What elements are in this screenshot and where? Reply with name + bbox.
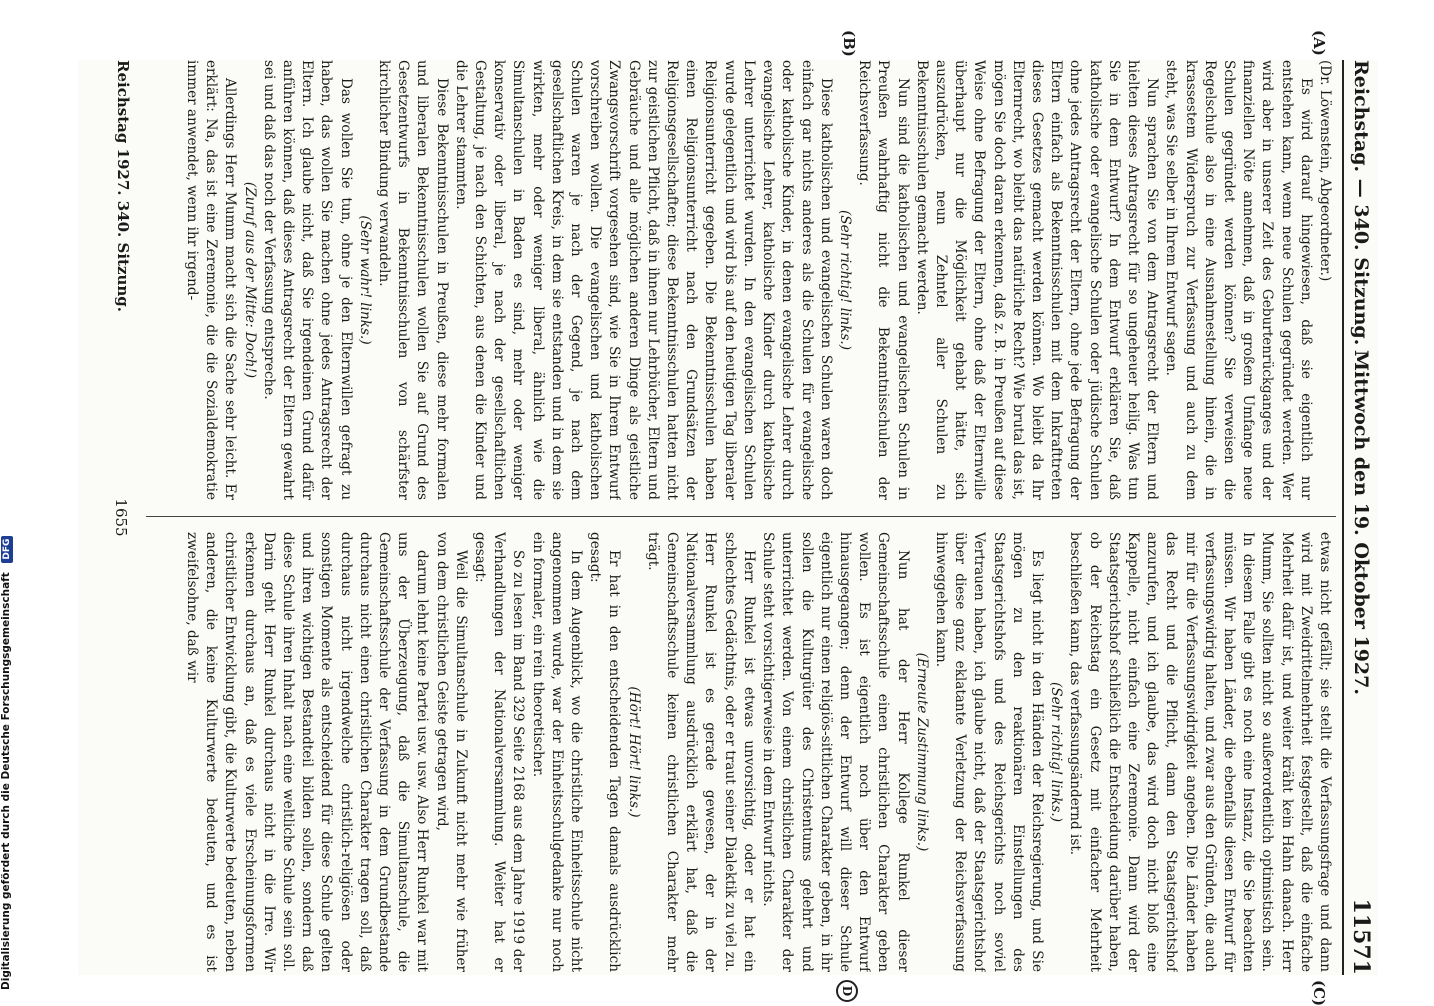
dfg-notice [0,536,13,990]
left-paragraph: Nun sprachen Sie von dem Antragsrecht der Eltern und hielten dieses Antragsrecht für so ungeheuer heilig. Was tun Sie in dem Entwurf? In dem Entwurf erklären Sie, daß katholische oder evangelische Schulen oder jüdische Schulen ohne jedes Antragsrecht der Eltern, ohne jede Befragung der Eltern einfach als Bekenntnisschulen mit dem Inkrafttreten dieses Gesetzes gemacht werden können. Wo bleibt da Ihr Elternrecht, wo bleibt das natürliche Recht? Wie brutal das ist, mögen Sie doch daran erkennen, daß z. B. in Preußen auf diese Weise ohne Befragung der Eltern, ohne daß der Elternwille überhaupt nur die Möglichkeit gehabt hätte, sich auszudrücken, neun Zehntel aller Schulen zu Bekenntnisschulen gemacht werden. [913,60,1161,500]
right-paragraph: Es liegt nicht in den Händen der Reichsregierung, und Sie mögen zu den reaktionären Einstellungen des Staatsgerichtshofs und des Reichsgerichts noch soviel Vertrauen haben, ich glaube nicht, daß der Staatsgerichtshof über diese ganz eklatante Verletzung der Reichsverfassung hinweggehen kann. [932,532,1045,972]
header-session: Reichstag. — 340. Sitzung. [1350,60,1372,346]
footer-session: Reichstag 1927. 340. Sitzung. [114,60,132,312]
right-paragraph: (Hört! Hört! links.) [625,686,642,818]
margin-marker-b: (B) [840,30,858,57]
left-paragraph: Diese Bekenntnisschulen in Preußen, diese mehr formalen und liberalen Bekenntnisschulen wollen Sie auf Grund des Gesetzentwurfs in Bekenntnisschulen von schärfster kirchlicher Bindung verwandeln. [376,60,450,500]
right-column [144,532,1334,972]
left-paragraph: Nun sind die katholischen und evangelischen Schulen in Preußen wahrhaftig nicht die Bekenntnisschulen der Reichsverfassung. [856,60,911,500]
header-date: Mittwoch den 19. Oktober 1927. [1350,350,1372,695]
dfg-logo: DFG [1,536,13,563]
left-paragraph: (Sehr richtig! links.) [836,209,853,351]
margin-marker-d: D [836,980,858,1002]
document-page [78,30,1378,1006]
header-page-number: 11571 [1348,898,1374,975]
left-paragraph: Das wollen Sie tun, ohne je den Elternwillen gefragt zu haben, das wollen Sie machen ohne jedes Antragsrecht der Eltern. Ich glaube nicht, daß Sie irgendeinen Grund dafür anführen können, daß dieses Antragsrecht der Eltern gewahrt sei und daß das noch der Verfassung entspreche. [260,60,354,500]
column-divider [146,516,1336,517]
left-paragraph: (Zuruf aus der Mitte: Doch!) [241,181,258,379]
right-paragraph: Nun hat der Herr Kollege Runkel dieser Gemeinschaftsschule einen christlichen Charakter geben wollen. Es ist eigentlich noch über den Entwurf hinausgegangen; denn der Entwurf will dieser Schule eigentlich nur einen religiös-sittlichen Charakter geben, in ihr sollen die Kulturgüter des Christentums gelehrt und unterrichtet werden. Von einem christlichen Charakter der Schule steht vorsichtigerweise in dem Entwurf nichts. [760,532,911,972]
left-column [144,60,1334,500]
left-paragraph: Diese katholischen und evangelischen Schulen waren doch einfach gar nichts anderes als die Schulen für evangelische oder katholische Kinder, in denen evangelische Lehrer durch evangelische Lehrer, katholische Kinder durch katholische Lehrer unterrichtet wurden. In den evangelischen Schulen wurde gelegentlich und wird bis auf den heutigen Tag liberaler Religionsunterricht gegeben. Die Bekenntnisschulen haben einen Religionsunterricht nach den Grundsätzen der Religionsgesellschaften; diese Bekenntnisschulen hatten nicht zur geistlichen Pflicht, daß in ihnen nur Lehrbücher, Eltern und Gebräuche und alle möglichen anderen Dinge als geistliche Zwangsvorschrift vorgesehen sind, wie Sie in Ihrem Entwurf vorschreiben wollen. Die evangelischen und katholischen Schulen waren je nach der Gegend, je nach dem gesellschaftlichen Kreis, in dem sie entstanden und in dem sie wirkten, mehr oder weniger liberal, ähnlich wie die Simultanschulen in Baden es sind, mehr oder weniger konservativ oder liberal, je nach der gesellschaftlichen Gestaltung, je nach den Schichten, aus denen die Kinder und die Lehrer stammten. [452,60,834,500]
margin-marker-c: (C) [1310,980,1328,1006]
right-paragraph: (Erneute Zustimmung links.) [913,652,930,852]
dfg-notice-text: Digitalisierung gefördert durch die Deutsche Forschungsgemeinschaft [0,572,12,990]
right-paragraph: (Sehr richtig! links.) [1048,681,1065,823]
margin-marker-a: (A) [1310,30,1328,56]
page-header [1342,60,1378,975]
left-paragraph: Es wird darauf hingewiesen, daß sie eigentlich nur entstehen kann, wenn neue Schulen gegründet werden. Wer wird aber in unserer Zeit des Geburtenrückganges und der finanziellen Nöte annehmen, daß in großem Umfange neue Schulen gegründet werden können? Sie verweisen die Regelschule also in eine Ausnahmestellung hinein, die in krassestem Widerspruch zur Verfassung und auch zu dem steht, was Sie selber in Ihrem Entwurf sagen. [1163,60,1314,500]
left-paragraph: Allerdings Herr Mumm macht sich die Sache sehr leicht. Er erklärt: Na, das ist eine Zeremonie, die die Sozialdemokratie immer anwendet, wenn ihr irgend- [184,60,239,500]
right-paragraph: etwas nicht gefällt; sie stellt die Verfassungsfrage und dann wird mit Zweidrittelmehrheit festgestellt, daß die einfache Mehrheit dafür ist, und weiter kräht kein Hahn danach. Herr Mumm, Sie sollten nicht so außerordentlich optimistisch sein. In diesem Falle gibt es noch eine Instanz, die Sie beachten müssen. Wir haben Länder, die ebenfalls diesen Entwurf für verfassungswidrig halten, und zwar aus den Gründen, die auch mir für die Verfassungswidrigkeit angeben. Die Länder haben das Recht und die Pflicht, dann den Staatsgerichtshof anzurufen, und ich glaube, das wird doch nicht bloß eine Kappelle, nicht einfach eine Zeremonie. Dann wird der Staatsgerichtshof schließlich die Entscheidung darüber haben, ob der Reichstag ein Gesetz mit einfacher Mehrheit beschließen kann, das verfassungsändernd ist. [1067,532,1333,972]
right-paragraph: Weil die Simultanschule in Zukunft nicht mehr wie früher von dem christlichen Geiste getragen wird, [433,532,469,972]
right-paragraph: In dem Augenblick, wo die christliche Einheitsschule nicht angenommen wurde, war der Einheitsschulgedanke nur noch ein formaler, ein rein theoretischer. [529,532,585,972]
right-paragraph: So zu lesen im Band 329 Seite 2168 aus dem Jahre 1919 der Verhandlungen der Nationalversammlung. Weiter hat er gesagt: [472,532,527,972]
right-paragraph: Herr Runkel ist etwas unvorsichtig, oder er hat ein schlechtes Gedächtnis, oder er traut seiner Dialektik zu viel zu. Herr Runkel ist es gerade gewesen, der in der Nationalversammlung ausdrücklich erklärt hat, daß die Gemeinschaftsschule keinen christlichen Charakter mehr trägt. [644,532,757,972]
left-paragraph: (Dr. Löwenstein, Abgeordneter.) [1317,60,1333,282]
footer-page-number: 1655 [112,498,130,537]
right-paragraph: Er hat in den entscheidenden Tagen damals ausdrücklich gesagt: [587,532,623,972]
left-paragraph: (Sehr wahr! links.) [356,215,373,345]
right-paragraph: darum lehnt keine Partei usw. usw. Also Herr Runkel war mit uns der Überzeugung, daß die Simultanschule, die Gemeinschaftsschule der Verfassung in dem Grundbestande durchaus nicht einen christlichen Charakter tragen soll, daß durchaus nicht irgendwelche christlich-religiösen oder sonstigen Momente als entscheidend für diese Schule gelten und ihren wichtigen Bestandteil bilden sollen, sondern daß diese Schule ihren Inhalt nach eine weltliche Schule sein soll. Darin geht Herr Runkel durchaus nicht in die Irre. Wir erkennen durchaus an, daß es viele Erscheinungsformen christlicher Entwicklung gibt, die Kulturwerte bedeuten, neben anderen, die keine Kulturwerte bedeuten, und es ist zweifelsohne, daß wir [184,532,431,972]
